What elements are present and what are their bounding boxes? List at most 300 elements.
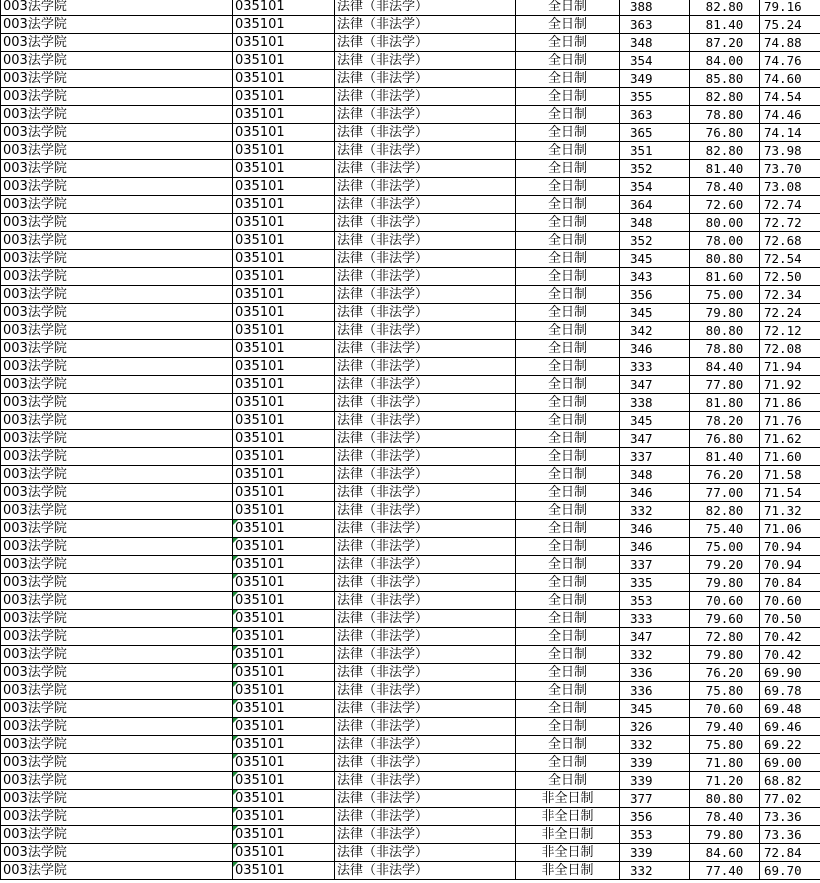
major-name-cell[interactable] (335, 52, 516, 70)
major-code-cell[interactable] (233, 0, 335, 16)
total-score-cell[interactable] (760, 862, 820, 880)
major-code-cell[interactable] (233, 70, 335, 88)
major-name-cell[interactable] (335, 664, 516, 682)
retest-score-cell[interactable] (690, 232, 760, 250)
total-score-cell[interactable] (760, 34, 820, 52)
initial-score-cell[interactable] (620, 16, 690, 34)
study-type-cell[interactable] (516, 448, 620, 466)
department-cell[interactable] (1, 0, 233, 16)
major-name-cell[interactable] (335, 430, 516, 448)
major-name-cell[interactable] (335, 772, 516, 790)
initial-score-cell[interactable] (620, 610, 690, 628)
study-type-cell[interactable] (516, 304, 620, 322)
major-name-cell[interactable] (335, 16, 516, 34)
retest-score-cell[interactable] (690, 682, 760, 700)
study-type-cell[interactable] (516, 88, 620, 106)
initial-score-cell[interactable] (620, 0, 690, 16)
major-code-cell[interactable] (233, 394, 335, 412)
study-type-cell[interactable] (516, 538, 620, 556)
department-cell[interactable] (1, 16, 233, 34)
retest-score-cell[interactable] (690, 700, 760, 718)
retest-score-cell[interactable] (690, 502, 760, 520)
major-code-cell[interactable] (233, 286, 335, 304)
retest-score-cell[interactable] (690, 790, 760, 808)
department-cell[interactable] (1, 574, 233, 592)
total-score-cell[interactable] (760, 142, 820, 160)
major-name-cell[interactable] (335, 574, 516, 592)
major-code-cell[interactable] (233, 844, 335, 862)
study-type-cell[interactable] (516, 358, 620, 376)
major-code-cell[interactable] (233, 448, 335, 466)
major-code-cell[interactable] (233, 808, 335, 826)
total-score-cell[interactable] (760, 466, 820, 484)
retest-score-cell[interactable] (690, 862, 760, 880)
initial-score-cell[interactable] (620, 808, 690, 826)
total-score-cell[interactable] (760, 106, 820, 124)
major-name-cell[interactable] (335, 250, 516, 268)
initial-score-cell[interactable] (620, 106, 690, 124)
total-score-cell[interactable] (760, 412, 820, 430)
retest-score-cell[interactable] (690, 610, 760, 628)
department-cell[interactable] (1, 628, 233, 646)
study-type-cell[interactable] (516, 862, 620, 880)
major-name-cell[interactable] (335, 448, 516, 466)
department-cell[interactable] (1, 808, 233, 826)
initial-score-cell[interactable] (620, 772, 690, 790)
department-cell[interactable] (1, 664, 233, 682)
retest-score-cell[interactable] (690, 340, 760, 358)
total-score-cell[interactable] (760, 826, 820, 844)
retest-score-cell[interactable] (690, 430, 760, 448)
major-name-cell[interactable] (335, 646, 516, 664)
initial-score-cell[interactable] (620, 304, 690, 322)
initial-score-cell[interactable] (620, 520, 690, 538)
study-type-cell[interactable] (516, 826, 620, 844)
total-score-cell[interactable] (760, 304, 820, 322)
major-code-cell[interactable] (233, 520, 335, 538)
study-type-cell[interactable] (516, 682, 620, 700)
major-code-cell[interactable] (233, 682, 335, 700)
retest-score-cell[interactable] (690, 520, 760, 538)
study-type-cell[interactable] (516, 160, 620, 178)
department-cell[interactable] (1, 862, 233, 880)
major-code-cell[interactable] (233, 358, 335, 376)
total-score-cell[interactable] (760, 754, 820, 772)
total-score-cell[interactable] (760, 232, 820, 250)
major-code-cell[interactable] (233, 160, 335, 178)
major-code-cell[interactable] (233, 178, 335, 196)
total-score-cell[interactable] (760, 70, 820, 88)
major-code-cell[interactable] (233, 718, 335, 736)
department-cell[interactable] (1, 358, 233, 376)
retest-score-cell[interactable] (690, 484, 760, 502)
retest-score-cell[interactable] (690, 358, 760, 376)
major-name-cell[interactable] (335, 520, 516, 538)
total-score-cell[interactable] (760, 556, 820, 574)
initial-score-cell[interactable] (620, 268, 690, 286)
study-type-cell[interactable] (516, 232, 620, 250)
major-code-cell[interactable] (233, 214, 335, 232)
initial-score-cell[interactable] (620, 556, 690, 574)
total-score-cell[interactable] (760, 322, 820, 340)
major-code-cell[interactable] (233, 574, 335, 592)
study-type-cell[interactable] (516, 430, 620, 448)
initial-score-cell[interactable] (620, 538, 690, 556)
initial-score-cell[interactable] (620, 574, 690, 592)
department-cell[interactable] (1, 250, 233, 268)
department-cell[interactable] (1, 160, 233, 178)
initial-score-cell[interactable] (620, 178, 690, 196)
major-name-cell[interactable] (335, 484, 516, 502)
retest-score-cell[interactable] (690, 34, 760, 52)
major-name-cell[interactable] (335, 232, 516, 250)
major-code-cell[interactable] (233, 790, 335, 808)
major-code-cell[interactable] (233, 322, 335, 340)
major-code-cell[interactable] (233, 430, 335, 448)
retest-score-cell[interactable] (690, 52, 760, 70)
department-cell[interactable] (1, 142, 233, 160)
department-cell[interactable] (1, 520, 233, 538)
total-score-cell[interactable] (760, 286, 820, 304)
initial-score-cell[interactable] (620, 322, 690, 340)
retest-score-cell[interactable] (690, 538, 760, 556)
study-type-cell[interactable] (516, 214, 620, 232)
total-score-cell[interactable] (760, 520, 820, 538)
study-type-cell[interactable] (516, 520, 620, 538)
major-name-cell[interactable] (335, 736, 516, 754)
initial-score-cell[interactable] (620, 592, 690, 610)
major-name-cell[interactable] (335, 160, 516, 178)
major-name-cell[interactable] (335, 196, 516, 214)
study-type-cell[interactable] (516, 754, 620, 772)
total-score-cell[interactable] (760, 16, 820, 34)
major-code-cell[interactable] (233, 304, 335, 322)
initial-score-cell[interactable] (620, 286, 690, 304)
initial-score-cell[interactable] (620, 790, 690, 808)
major-name-cell[interactable] (335, 340, 516, 358)
total-score-cell[interactable] (760, 574, 820, 592)
initial-score-cell[interactable] (620, 250, 690, 268)
major-code-cell[interactable] (233, 466, 335, 484)
study-type-cell[interactable] (516, 628, 620, 646)
total-score-cell[interactable] (760, 124, 820, 142)
initial-score-cell[interactable] (620, 358, 690, 376)
major-name-cell[interactable] (335, 322, 516, 340)
department-cell[interactable] (1, 304, 233, 322)
initial-score-cell[interactable] (620, 160, 690, 178)
study-type-cell[interactable] (516, 250, 620, 268)
study-type-cell[interactable] (516, 34, 620, 52)
total-score-cell[interactable] (760, 214, 820, 232)
department-cell[interactable] (1, 106, 233, 124)
department-cell[interactable] (1, 322, 233, 340)
initial-score-cell[interactable] (620, 214, 690, 232)
department-cell[interactable] (1, 232, 233, 250)
initial-score-cell[interactable] (620, 682, 690, 700)
total-score-cell[interactable] (760, 52, 820, 70)
department-cell[interactable] (1, 340, 233, 358)
initial-score-cell[interactable] (620, 484, 690, 502)
major-code-cell[interactable] (233, 700, 335, 718)
initial-score-cell[interactable] (620, 34, 690, 52)
initial-score-cell[interactable] (620, 232, 690, 250)
initial-score-cell[interactable] (620, 628, 690, 646)
study-type-cell[interactable] (516, 502, 620, 520)
initial-score-cell[interactable] (620, 412, 690, 430)
major-name-cell[interactable] (335, 826, 516, 844)
major-code-cell[interactable] (233, 16, 335, 34)
major-code-cell[interactable] (233, 484, 335, 502)
major-code-cell[interactable] (233, 754, 335, 772)
total-score-cell[interactable] (760, 430, 820, 448)
total-score-cell[interactable] (760, 484, 820, 502)
study-type-cell[interactable] (516, 844, 620, 862)
total-score-cell[interactable] (760, 160, 820, 178)
retest-score-cell[interactable] (690, 322, 760, 340)
total-score-cell[interactable] (760, 0, 820, 16)
department-cell[interactable] (1, 214, 233, 232)
major-name-cell[interactable] (335, 124, 516, 142)
retest-score-cell[interactable] (690, 160, 760, 178)
retest-score-cell[interactable] (690, 808, 760, 826)
total-score-cell[interactable] (760, 340, 820, 358)
major-name-cell[interactable] (335, 70, 516, 88)
department-cell[interactable] (1, 700, 233, 718)
study-type-cell[interactable] (516, 124, 620, 142)
study-type-cell[interactable] (516, 610, 620, 628)
department-cell[interactable] (1, 502, 233, 520)
initial-score-cell[interactable] (620, 826, 690, 844)
study-type-cell[interactable] (516, 790, 620, 808)
total-score-cell[interactable] (760, 700, 820, 718)
study-type-cell[interactable] (516, 52, 620, 70)
major-code-cell[interactable] (233, 196, 335, 214)
study-type-cell[interactable] (516, 808, 620, 826)
study-type-cell[interactable] (516, 286, 620, 304)
retest-score-cell[interactable] (690, 250, 760, 268)
study-type-cell[interactable] (516, 466, 620, 484)
retest-score-cell[interactable] (690, 124, 760, 142)
major-name-cell[interactable] (335, 358, 516, 376)
initial-score-cell[interactable] (620, 646, 690, 664)
major-name-cell[interactable] (335, 718, 516, 736)
major-name-cell[interactable] (335, 34, 516, 52)
department-cell[interactable] (1, 772, 233, 790)
study-type-cell[interactable] (516, 106, 620, 124)
department-cell[interactable] (1, 466, 233, 484)
major-code-cell[interactable] (233, 34, 335, 52)
initial-score-cell[interactable] (620, 88, 690, 106)
retest-score-cell[interactable] (690, 448, 760, 466)
total-score-cell[interactable] (760, 664, 820, 682)
major-code-cell[interactable] (233, 772, 335, 790)
major-code-cell[interactable] (233, 592, 335, 610)
total-score-cell[interactable] (760, 502, 820, 520)
total-score-cell[interactable] (760, 394, 820, 412)
initial-score-cell[interactable] (620, 70, 690, 88)
major-name-cell[interactable] (335, 88, 516, 106)
major-name-cell[interactable] (335, 700, 516, 718)
major-name-cell[interactable] (335, 0, 516, 16)
major-name-cell[interactable] (335, 286, 516, 304)
major-name-cell[interactable] (335, 304, 516, 322)
major-name-cell[interactable] (335, 862, 516, 880)
study-type-cell[interactable] (516, 772, 620, 790)
study-type-cell[interactable] (516, 268, 620, 286)
initial-score-cell[interactable] (620, 124, 690, 142)
major-code-cell[interactable] (233, 268, 335, 286)
department-cell[interactable] (1, 538, 233, 556)
department-cell[interactable] (1, 52, 233, 70)
department-cell[interactable] (1, 646, 233, 664)
study-type-cell[interactable] (516, 700, 620, 718)
study-type-cell[interactable] (516, 412, 620, 430)
total-score-cell[interactable] (760, 736, 820, 754)
initial-score-cell[interactable] (620, 862, 690, 880)
major-code-cell[interactable] (233, 52, 335, 70)
total-score-cell[interactable] (760, 808, 820, 826)
major-name-cell[interactable] (335, 844, 516, 862)
retest-score-cell[interactable] (690, 0, 760, 16)
retest-score-cell[interactable] (690, 628, 760, 646)
department-cell[interactable] (1, 718, 233, 736)
study-type-cell[interactable] (516, 376, 620, 394)
retest-score-cell[interactable] (690, 826, 760, 844)
major-code-cell[interactable] (233, 862, 335, 880)
initial-score-cell[interactable] (620, 754, 690, 772)
initial-score-cell[interactable] (620, 844, 690, 862)
department-cell[interactable] (1, 844, 233, 862)
retest-score-cell[interactable] (690, 412, 760, 430)
initial-score-cell[interactable] (620, 700, 690, 718)
study-type-cell[interactable] (516, 16, 620, 34)
major-code-cell[interactable] (233, 412, 335, 430)
department-cell[interactable] (1, 88, 233, 106)
department-cell[interactable] (1, 826, 233, 844)
total-score-cell[interactable] (760, 844, 820, 862)
total-score-cell[interactable] (760, 538, 820, 556)
department-cell[interactable] (1, 394, 233, 412)
study-type-cell[interactable] (516, 178, 620, 196)
major-code-cell[interactable] (233, 646, 335, 664)
retest-score-cell[interactable] (690, 736, 760, 754)
study-type-cell[interactable] (516, 322, 620, 340)
major-code-cell[interactable] (233, 610, 335, 628)
department-cell[interactable] (1, 196, 233, 214)
total-score-cell[interactable] (760, 88, 820, 106)
initial-score-cell[interactable] (620, 340, 690, 358)
initial-score-cell[interactable] (620, 736, 690, 754)
study-type-cell[interactable] (516, 0, 620, 16)
study-type-cell[interactable] (516, 646, 620, 664)
initial-score-cell[interactable] (620, 430, 690, 448)
initial-score-cell[interactable] (620, 718, 690, 736)
total-score-cell[interactable] (760, 376, 820, 394)
department-cell[interactable] (1, 286, 233, 304)
department-cell[interactable] (1, 556, 233, 574)
total-score-cell[interactable] (760, 682, 820, 700)
initial-score-cell[interactable] (620, 376, 690, 394)
major-name-cell[interactable] (335, 178, 516, 196)
study-type-cell[interactable] (516, 592, 620, 610)
retest-score-cell[interactable] (690, 106, 760, 124)
retest-score-cell[interactable] (690, 268, 760, 286)
major-name-cell[interactable] (335, 106, 516, 124)
department-cell[interactable] (1, 610, 233, 628)
retest-score-cell[interactable] (690, 376, 760, 394)
major-name-cell[interactable] (335, 610, 516, 628)
study-type-cell[interactable] (516, 556, 620, 574)
major-name-cell[interactable] (335, 808, 516, 826)
major-code-cell[interactable] (233, 232, 335, 250)
department-cell[interactable] (1, 70, 233, 88)
major-name-cell[interactable] (335, 376, 516, 394)
major-code-cell[interactable] (233, 628, 335, 646)
retest-score-cell[interactable] (690, 592, 760, 610)
major-code-cell[interactable] (233, 376, 335, 394)
retest-score-cell[interactable] (690, 556, 760, 574)
department-cell[interactable] (1, 178, 233, 196)
retest-score-cell[interactable] (690, 178, 760, 196)
total-score-cell[interactable] (760, 268, 820, 286)
major-name-cell[interactable] (335, 394, 516, 412)
department-cell[interactable] (1, 682, 233, 700)
study-type-cell[interactable] (516, 736, 620, 754)
initial-score-cell[interactable] (620, 394, 690, 412)
department-cell[interactable] (1, 412, 233, 430)
major-code-cell[interactable] (233, 664, 335, 682)
retest-score-cell[interactable] (690, 574, 760, 592)
major-code-cell[interactable] (233, 556, 335, 574)
major-code-cell[interactable] (233, 88, 335, 106)
retest-score-cell[interactable] (690, 772, 760, 790)
study-type-cell[interactable] (516, 340, 620, 358)
retest-score-cell[interactable] (690, 142, 760, 160)
total-score-cell[interactable] (760, 358, 820, 376)
initial-score-cell[interactable] (620, 466, 690, 484)
retest-score-cell[interactable] (690, 196, 760, 214)
total-score-cell[interactable] (760, 628, 820, 646)
study-type-cell[interactable] (516, 394, 620, 412)
total-score-cell[interactable] (760, 196, 820, 214)
retest-score-cell[interactable] (690, 646, 760, 664)
department-cell[interactable] (1, 376, 233, 394)
major-name-cell[interactable] (335, 466, 516, 484)
major-code-cell[interactable] (233, 736, 335, 754)
major-code-cell[interactable] (233, 250, 335, 268)
initial-score-cell[interactable] (620, 142, 690, 160)
total-score-cell[interactable] (760, 448, 820, 466)
department-cell[interactable] (1, 124, 233, 142)
department-cell[interactable] (1, 268, 233, 286)
total-score-cell[interactable] (760, 718, 820, 736)
department-cell[interactable] (1, 736, 233, 754)
major-name-cell[interactable] (335, 538, 516, 556)
retest-score-cell[interactable] (690, 844, 760, 862)
retest-score-cell[interactable] (690, 394, 760, 412)
study-type-cell[interactable] (516, 484, 620, 502)
department-cell[interactable] (1, 484, 233, 502)
major-code-cell[interactable] (233, 538, 335, 556)
total-score-cell[interactable] (760, 592, 820, 610)
major-name-cell[interactable] (335, 214, 516, 232)
study-type-cell[interactable] (516, 142, 620, 160)
department-cell[interactable] (1, 592, 233, 610)
retest-score-cell[interactable] (690, 214, 760, 232)
total-score-cell[interactable] (760, 772, 820, 790)
major-name-cell[interactable] (335, 502, 516, 520)
retest-score-cell[interactable] (690, 286, 760, 304)
